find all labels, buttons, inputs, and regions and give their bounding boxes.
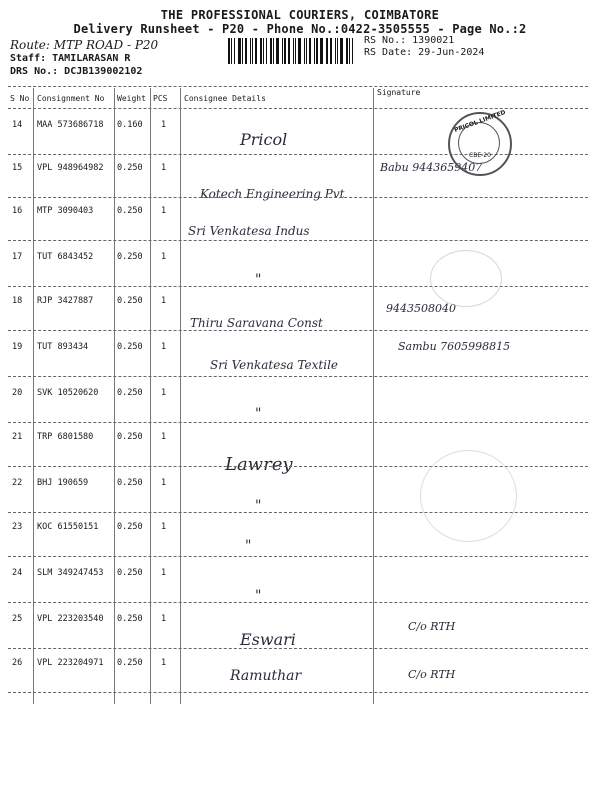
route-label: Route: <box>10 38 50 52</box>
rs-number: RS No.: 1390021 <box>364 35 455 46</box>
barcode-bar <box>304 38 305 64</box>
row-pcs: 1 <box>161 478 167 488</box>
col-header-signature: Signature <box>377 88 421 97</box>
row-separator <box>8 240 588 241</box>
row-sno: 20 <box>12 388 23 398</box>
row-sno: 14 <box>12 120 23 130</box>
row-weight: 0.250 <box>117 388 143 398</box>
row-signature-handwritten: 9443508040 <box>386 302 456 315</box>
header-top-line <box>8 86 588 87</box>
row-consignment: KOC 61550151 <box>37 522 99 532</box>
row-pcs: 1 <box>161 342 167 352</box>
barcode-bar <box>284 38 286 64</box>
col-header-consignee: Consignee Details <box>184 94 266 103</box>
row-consignment: RJP 3427887 <box>37 296 94 306</box>
row-consignment: TUT 6843452 <box>37 252 94 262</box>
col-header-consignment: Consignment No <box>37 94 105 103</box>
row-sno: 22 <box>12 478 23 488</box>
company-stamp <box>448 108 512 176</box>
barcode-bar <box>306 38 307 64</box>
runsheet-title: Delivery Runsheet - P20 - Phone No.:0422-3505555 - Page No.:2 <box>73 22 527 36</box>
barcode-bar <box>273 38 274 64</box>
drs-line: DRS No.: DCJB139002102 <box>10 66 143 77</box>
barcode-bar <box>263 38 264 64</box>
row-signature-handwritten: Babu 9443659407 <box>380 161 483 174</box>
row-pcs: 1 <box>161 296 167 306</box>
row-sno: 19 <box>12 342 23 352</box>
barcode-bar <box>266 38 267 64</box>
row-consignment: VPL 223204971 <box>37 658 104 668</box>
row-consignment: MAA 573686718 <box>37 120 104 130</box>
row-consignee-handwritten: Sri Venkatesa Textile <box>210 358 339 372</box>
row-consignee-handwritten: Eswari <box>240 630 296 649</box>
barcode-bar <box>298 38 301 64</box>
row-separator <box>8 422 588 423</box>
row-weight: 0.250 <box>117 432 143 442</box>
row-sno: 26 <box>12 658 23 668</box>
row-separator <box>8 376 588 377</box>
row-weight: 0.250 <box>117 163 143 173</box>
barcode-bar <box>340 38 343 64</box>
stamp-text-top: PRICOL LIMITED <box>453 108 507 135</box>
row-consignment: TUT 893434 <box>37 342 89 352</box>
row-consignee-handwritten: Sri Venkatesa Indus <box>188 224 310 238</box>
row-separator <box>8 330 588 331</box>
barcode-bar <box>245 38 247 64</box>
row-weight: 0.250 <box>117 296 143 306</box>
row-consignee-handwritten: " <box>255 498 262 514</box>
row-weight: 0.160 <box>117 120 143 130</box>
row-consignment: BHJ 190659 <box>37 478 89 488</box>
row-signature-handwritten: Sambu 7605998815 <box>398 340 511 353</box>
row-consignment: VPL 948964982 <box>37 163 104 173</box>
row-separator <box>8 197 588 198</box>
staff-line: Staff: TAMILARASAN R <box>10 53 131 64</box>
row-separator <box>8 602 588 603</box>
barcode-bar <box>270 38 272 64</box>
barcode-bar <box>228 38 230 64</box>
barcode-bar <box>242 38 243 64</box>
row-consignee-handwritten: Ramuthar <box>230 668 302 684</box>
row-sno: 24 <box>12 568 23 578</box>
row-sno: 15 <box>12 163 23 173</box>
row-pcs: 1 <box>161 522 167 532</box>
row-separator <box>8 648 588 649</box>
barcode-bar <box>335 38 336 64</box>
barcode-bar <box>316 38 318 64</box>
row-consignment: SLM 349247453 <box>37 568 104 578</box>
row-consignee-handwritten: " <box>255 406 262 422</box>
stamp-text-center: CBE-20 <box>469 152 491 159</box>
barcode-bar <box>260 38 263 64</box>
barcode <box>228 38 356 64</box>
row-pcs: 1 <box>161 614 167 624</box>
row-pcs: 1 <box>161 388 167 398</box>
row-consignment: VPL 223203540 <box>37 614 104 624</box>
barcode-bar <box>337 38 338 64</box>
col-header-sno: S No <box>10 94 30 103</box>
row-consignee-handwritten: Pricol <box>240 130 288 149</box>
row-sno: 25 <box>12 614 23 624</box>
row-separator <box>8 556 588 557</box>
barcode-bar <box>250 38 251 64</box>
row-sno: 17 <box>12 252 23 262</box>
barcode-bar <box>276 38 279 64</box>
row-separator <box>8 692 588 693</box>
row-weight: 0.250 <box>117 522 143 532</box>
row-weight: 0.250 <box>117 614 143 624</box>
row-pcs: 1 <box>161 432 167 442</box>
ink-smudge <box>420 450 517 542</box>
route-line <box>10 38 158 52</box>
barcode-bar <box>349 38 350 64</box>
barcode-bar <box>352 38 353 64</box>
row-sno: 18 <box>12 296 23 306</box>
barcode-bar <box>288 38 290 64</box>
barcode-bar <box>282 38 283 64</box>
row-weight: 0.250 <box>117 206 143 216</box>
barcode-bar <box>309 38 311 64</box>
page-title: THE PROFESSIONAL COURIERS, COIMBATORE <box>160 8 440 22</box>
barcode-bar <box>320 38 323 64</box>
row-consignee-handwritten: Kotech Engineering Pvt <box>200 187 345 201</box>
route-value: MTP ROAD - P20 <box>53 38 159 52</box>
barcode-bar <box>295 38 296 64</box>
barcode-bar <box>326 38 327 64</box>
row-pcs: 1 <box>161 206 167 216</box>
row-signature-handwritten: C/o RTH <box>408 668 456 681</box>
barcode-bar <box>314 38 315 64</box>
barcode-bar <box>293 38 294 64</box>
row-consignee-handwritten: Lawrey <box>225 454 293 475</box>
barcode-bar <box>330 38 332 64</box>
row-pcs: 1 <box>161 568 167 578</box>
barcode-bar <box>255 38 257 64</box>
col-header-weight: Weight <box>117 94 146 103</box>
row-pcs: 1 <box>161 658 167 668</box>
row-consignee-handwritten: " <box>245 538 252 554</box>
row-sno: 23 <box>12 522 23 532</box>
row-pcs: 1 <box>161 252 167 262</box>
row-weight: 0.250 <box>117 658 143 668</box>
barcode-bar <box>252 38 253 64</box>
barcode-bar <box>238 38 241 64</box>
row-consignee-handwritten: Thiru Saravana Const <box>190 316 323 330</box>
row-pcs: 1 <box>161 163 167 173</box>
row-consignment: MTP 3090403 <box>37 206 94 216</box>
row-separator <box>8 286 588 287</box>
row-consignment: TRP 6801580 <box>37 432 94 442</box>
row-consignee-handwritten: " <box>255 272 262 288</box>
row-sno: 16 <box>12 206 23 216</box>
row-weight: 0.250 <box>117 478 143 488</box>
row-consignee-handwritten: " <box>255 588 262 604</box>
rs-date: RS Date: 29-Jun-2024 <box>364 47 485 58</box>
col-header-pcs: PCS <box>153 94 168 103</box>
row-sno: 21 <box>12 432 23 442</box>
row-weight: 0.250 <box>117 252 143 262</box>
row-signature-handwritten: C/o RTH <box>408 620 456 633</box>
barcode-bar <box>231 38 232 64</box>
row-consignment: SVK 10520620 <box>37 388 99 398</box>
row-weight: 0.250 <box>117 342 143 352</box>
barcode-bar <box>234 38 235 64</box>
barcode-bar <box>327 38 328 64</box>
barcode-bar <box>346 38 348 64</box>
ink-smudge <box>430 250 502 307</box>
row-pcs: 1 <box>161 120 167 130</box>
row-weight: 0.250 <box>117 568 143 578</box>
